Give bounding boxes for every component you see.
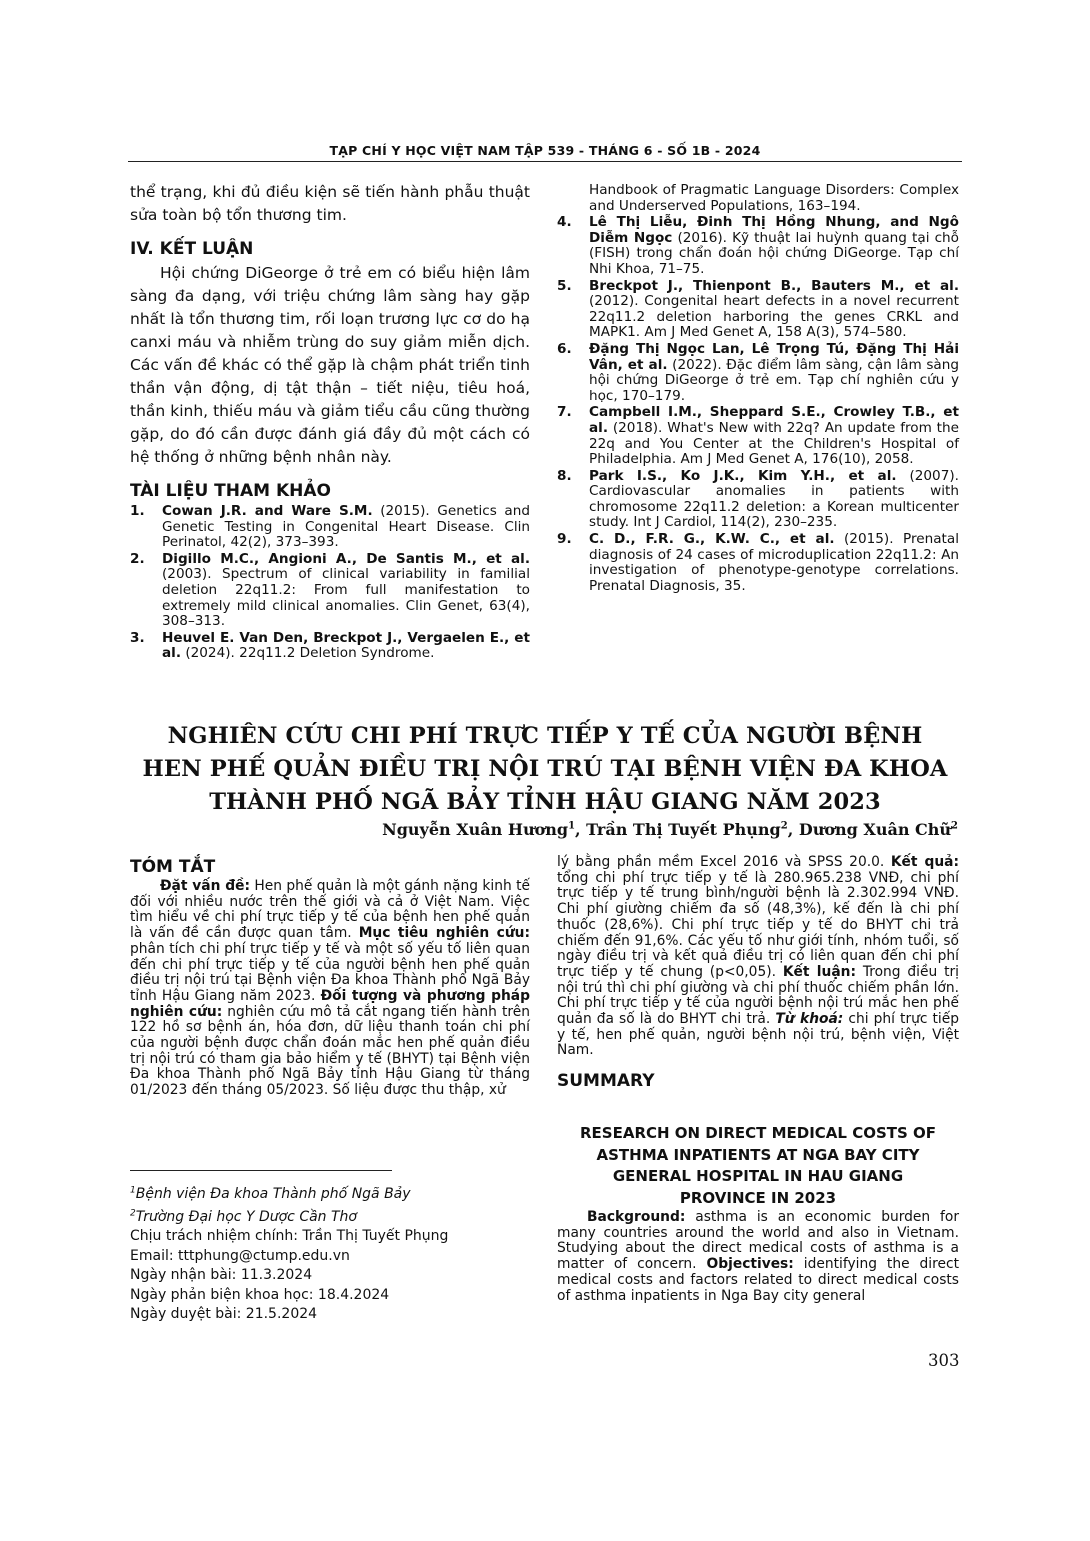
author-affiliation-mark: 2 — [780, 820, 788, 832]
references-list-left — [130, 504, 530, 662]
author-name: Nguyễn Xuân Hương — [382, 820, 569, 839]
author-name: Dương Xuân Chữ — [798, 820, 952, 839]
abstract-vietnamese — [130, 857, 530, 1099]
header-rule — [128, 161, 962, 162]
date-received: Ngày nhận bài: 11.3.2024 — [130, 1267, 313, 1284]
reference-continuation: Handbook of Pragmatic Language Disorders: Complex and Underserved Populations, 163–194. — [589, 182, 959, 214]
references-list-right — [557, 183, 959, 595]
conclusion-heading: IV. KẾT LUẬN — [130, 239, 254, 259]
title-line: THÀNH PHỐ NGÃ BẢY TỈNH HẬU GIANG NĂM 2023 — [209, 789, 881, 815]
date-reviewed: Ngày phản biện khoa học: 18.4.2024 — [130, 1286, 390, 1303]
author-name: Trần Thị Tuyết Phụng — [586, 820, 781, 839]
date-accepted: Ngày duyệt bài: 21.5.2024 — [130, 1306, 318, 1323]
footnotes — [130, 1181, 530, 1325]
summary-paragraph: Background: asthma is an economic burden for many countries around the world and also in Vietnam. Studying about the direct medical costs of asthma is a matter of concern. Objectives: identifying the direct medical costs and factors related to direct medical costs of asthma inpatients in Nga Bay city general — [557, 1209, 959, 1304]
author-line: Nguyễn Xuân Hương$^1$, Trần Thị Tuyết Phụng$^2$, Dương Xuân Chữ$^2$ — [382, 820, 958, 839]
author-affiliation-mark: 2 — [951, 820, 958, 832]
running-head: TẠP CHÍ Y HỌC VIỆT NAM TẬP 539 - THÁNG 6 - SỐ 1B - 2024 — [329, 143, 761, 158]
continuation-paragraph: thể trạng, khi đủ điều kiện sẽ tiến hành phẫu thuật sửa toàn bộ tổn thương tim. — [130, 183, 530, 224]
page-number: 303 — [928, 1351, 960, 1370]
references-heading: TÀI LIỆU THAM KHẢO — [130, 481, 331, 501]
reference-item: 5. Breckpot J., Thienpont B., Bauters M., et al. (2012). Congenital heart defects in a novel recurrent 22q11.2 deletion harboring the genes CRKL and MAPK1. Am J Med Genet A, 158 A(3), 574–580. — [557, 277, 959, 341]
article-title — [130, 720, 960, 819]
abstract-vietnamese-continued — [557, 855, 959, 1091]
title-line: NGHIÊN CỨU CHI PHÍ TRỰC TIẾP Y TẾ CỦA NGƯỜI BỆNH — [167, 723, 923, 749]
summary-heading: SUMMARY — [557, 1071, 655, 1092]
affiliation-1: $^1$Bệnh viện Đa khoa Thành phố Ngã Bảy — [130, 1185, 411, 1202]
reference-item: 7. Campbell I.M., Sheppard S.E., Crowley T.B., et al. (2018). What's New with 22q? An update from the 22q and You Center at the Children's Hospital of Philadelphia. Am J Med Genet A, 176(10), 2058. — [557, 404, 959, 468]
abstract-paragraph: lý bằng phần mềm Excel 2016 và SPSS 20.0. Kết quả: tổng chi phí trực tiếp y tế là 280.965.238 VNĐ, chi phí trực tiếp y tế trung bình/người bệnh là 2.302.994 VNĐ. Chi phí giường chiếm đa số (48,3%), kế đến là chi phí thuốc (28,6%). Chi phí trực tiếp y tế do BHYT chi trả chiếm đến 91,6%. Các yếu tố như giới tính, nhóm tuổi, số ngày điều trị và kết quả điều trị có liên quan đến chi phí trực tiếp y tế chung (p<0,05). Kết luận: Trong điều trị nội trú thì chi phí giường và chi phí thuốc chiếm phần lớn. Chi phí trực tiếp y tế của người bệnh nội trú mắc hen phế quản đa số là do BHYT chi trả. Từ khoá: chi phí trực tiếp y tế, hen phế quản, người bệnh nội trú, bệnh viện, Việt Nam. — [557, 854, 959, 1059]
conclusion-paragraph: Hội chứng DiGeorge ở trẻ em có biểu hiện lâm sàng đa dạng, với triệu chứng lâm sàng hay gặp nhất là tổn thương tim, rối loạn trương lực cơ do hạ canxi máu và nhiễm trùng do suy giảm miễn dịch. Các vấn đề khác có thể gặp là chậm phát triển tinh thần vận động, dị tật thận – tiết niệu, tiêu hoá, thần kinh, thiếu máu và giảm tiểu cầu cũng thường gặp, do đó cần được đánh giá đầy đủ một cách có hệ thống ở những bệnh nhân này. — [130, 264, 530, 466]
affiliation-2: $^2$Trường Đại học Y Dược Cần Thơ — [130, 1208, 357, 1225]
reference-item: 3. Heuvel E. Van Den, Breckpot J., Vergaelen E., et al. (2024). 22q11.2 Deletion Syndrome. — [130, 629, 530, 662]
author-affiliation-mark: 1 — [568, 820, 576, 832]
email: Email: tttphung@ctump.edu.vn — [130, 1247, 350, 1264]
corresponding-author: Chịu trách nhiệm chính: Trần Thị Tuyết Phụng — [130, 1228, 449, 1245]
abstract-paragraph: Đặt vấn đề: Hen phế quản là một gánh nặng kinh tế đối với nhiều nước trên thế giới và cả ở Việt Nam. Việc tìm hiểu về chi phí trực tiếp y tế của bệnh hen phế quản là vấn đề cần được quan tâm. Mục tiêu nghiên cứu: phân tích chi phí trực tiếp y tế và một số yếu tố liên quan đến chi phí trực tiếp y tế của người bệnh hen phế quản điều trị nội trú tại Bệnh viện Đa khoa Thành phố Ngã Bảy tỉnh Hậu Giang năm 2023. Đối tượng và phương pháp nghiên cứu: nghiên cứu mô tả cắt ngang tiến hành trên 122 hồ sơ bệnh án, hóa đơn, dữ liệu thanh toán chi phí của người bệnh được chẩn đoán mắc hen phế quản điều trị nội trú có tham gia bảo hiểm y tế (BHYT) tại Bệnh viện Đa khoa Thành phố Ngã Bảy tỉnh Hậu Giang từ tháng 01/2023 đến tháng 05/2023. Số liệu được thu thập, xử — [130, 878, 530, 1099]
reference-item: 1. Cowan J.R. and Ware S.M. (2015). Genetics and Genetic Testing in Congenital Heart Disease. Clin Perinatol, 42(2), 373–393. — [130, 503, 530, 551]
reference-item: 8. Park I.S., Ko J.K., Kim Y.H., et al. (2007). Cardiovascular anomalies in patients with chromosome 22q11.2 deletion: a Korean multicenter study. Int J Cardiol, 114(2), 230–235. — [557, 467, 959, 531]
summary-english — [557, 1210, 959, 1304]
previous-article-left — [130, 181, 530, 663]
reference-item: 9. C. D., F.R. G., K.W. C., et al. (2015). Prenatal diagnosis of 24 cases of microduplication 22q11.2: An investigation of phenotype-genotype correlations. Prenatal Diagnosis, 35. — [557, 531, 959, 594]
reference-item: 6. Đặng Thị Ngọc Lan, Lê Trọng Tú, Đặng Thị Hải Vân, et al. (2022). Đặc điểm lâm sàng, cận lâm sàng hội chứng DiGeorge ở trẻ em. Tạp chí nghiên cứu y học, 170–179. — [557, 340, 959, 404]
reference-item: 2. Digillo M.C., Angioni A., De Santis M., et al. (2003). Spectrum of clinical variability in familial deletion 22q11.2: From full manifestation to extremely mild clinical anomalies. Clin Genet, 63(4), 308–313. — [130, 550, 530, 630]
footnote-rule — [130, 1170, 392, 1171]
abstract-heading: TÓM TẮT — [130, 857, 216, 877]
reference-item: 4. Lê Thị Liễu, Đinh Thị Hồng Nhung, and Ngô Diễm Ngọc (2016). Kỹ thuật lai huỳnh quang tại chỗ (FISH) trong chẩn đoán hội chứng DiGeorge. Tạp chí Nhi Khoa, 71–75. — [557, 214, 959, 277]
english-title: RESEARCH ON DIRECT MEDICAL COSTS OF ASTHMA INPATIENTS AT NGA BAY CITY GENERAL HOSPITAL IN HAU GIANG PROVINCE IN 2023 — [579, 1124, 937, 1207]
title-line: HEN PHẾ QUẢN ĐIỀU TRỊ NỘI TRÚ TẠI BỆNH VIỆN ĐA KHOA — [142, 756, 948, 782]
